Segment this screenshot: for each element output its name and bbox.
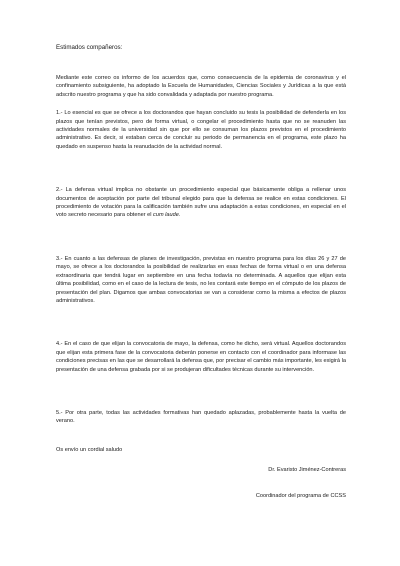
signature-title: Coordinador del programa de CCSS	[255, 492, 346, 499]
point-2-paragraph	[56, 186, 346, 220]
point-3-paragraph: 3.- En cuanto a las defensas de planes de investigación, previstas en nuestro programa para los días 26 y 27 de mayo, se ofrece a los doctorandos la posibilidad de realizarlas en esas fechas de forma virtual o en una defensa extraordinaria que tendrá lugar en septiembre en una fecha todavía no determinada. A aquellos que elijan esta última posibilidad, como en el caso de la lectura de tesis, no les contará este tiempo en el cómputo de los plazos de presentación del plan. Digamos que ambas convocatorias se van a considerar como la misma a efectos de plazos administrativos.	[56, 255, 346, 304]
letter-greeting: Estimados compañeros:	[56, 44, 123, 51]
point-5-paragraph: 5.- Por otra parte, todas las actividades formativas han quedado aplazadas, probablemente hasta la vuelta de verano.	[56, 409, 346, 425]
intro-paragraph: Mediante este correo os informo de los acuerdos que, como consecuencia de la epidemia de coronavirus y el confinamiento subsiguiente, ha adoptado la Escuela de Humanidades, Ciencias Sociales y Jurídicas a la que está adscrito nuestro programa y que ha sido convalidada y adaptada por nuestro programa.	[56, 75, 346, 98]
point-1-paragraph: 1.- Lo esencial es que se ofrece a los doctorandos que hayan concluido su tesis la posibilidad de defenderla en los plazos que tenían previstos, pero de forma virtual, o congelar el procedimiento hasta que no se reanuden las actividades normales de la universidad sin que por ello se consuman los plazos previstos en el procedimiento administrativo. Es decir, si estaban cerca de concluir su periodo de permanencia en el programa, este plazo ha quedado en suspenso hasta la reanudación de la actividad normal.	[56, 110, 346, 150]
point-2-period: .	[178, 212, 181, 219]
letter-closing: Os envío un cordial saludo	[56, 446, 123, 453]
point-2-text: 2.- La defensa virtual implica no obstante un procedimiento especial que básicamente obliga a rellenar unos documentos de aceptación por parte del tribunal elegido para que la defensa se realice en estas condiciones. El procedimiento de votación para la calificación también sufre una adaptación a estas condiciones, en especial en el voto secreto necesario para obtener el	[56, 187, 346, 219]
cum-laude-text: cum laude	[153, 212, 179, 219]
point-4-paragraph: 4.- En el caso de que elijan la convocatoria de mayo, la defensa, como he dicho, será virtual. Aquellos doctorandos que elijan esta primera fase de la convocatoria deberán ponerse en contacto con el coordinador para informase las condiciones precisas en las que se desarrollará la defensa que, por precisar el cambio más importante, les exigirá la presentación de una defensa grabada por si se produjeran dificultades técnicas durante su intervención.	[56, 341, 346, 373]
letter-page	[56, 44, 346, 500]
signature-name: Dr. Evaristo Jiménez-Contreras	[268, 466, 346, 473]
